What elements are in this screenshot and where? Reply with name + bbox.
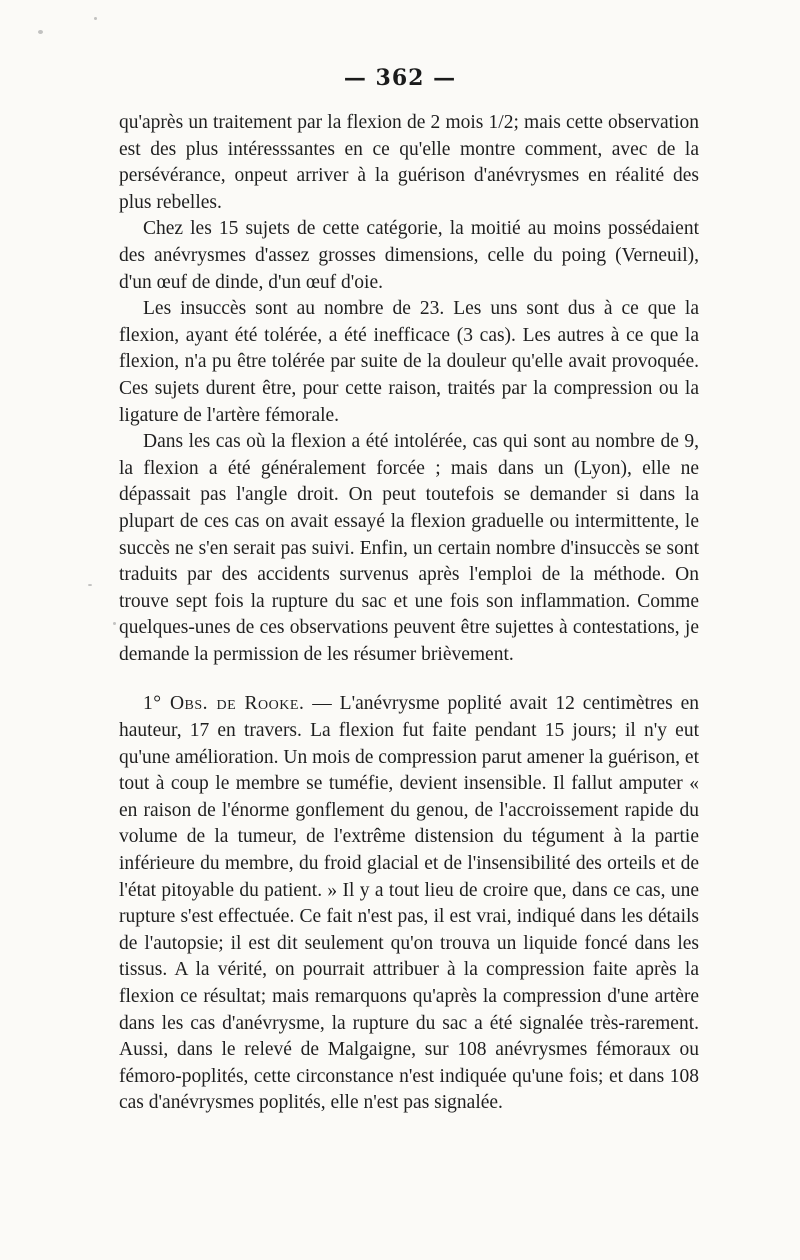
paper-speck [113, 622, 116, 625]
observation-label: 1° Obs. de Rooke. [143, 693, 305, 715]
paragraph-intolerance: Dans les cas où la flexion a été intolérée, cas qui sont au nombre de 9, la flexion a été généralement forcée ; mais dans un (Lyon), elle ne dépassait pas l'angle droit. On peut toutefois se demander si dans la plupart de ces cas on avait essayé la flexion graduelle ou intermittente, le succès ne s'en serait pas suivi. Enfin, un certain nombre d'insuccès se sont traduits par des accidents survenus après l'emploi de la méthode. On trouve sept fois la rupture du sac et une fois son inflammation. Comme quelques-unes de ces observations peuvent être sujettes à contestations, je demande la permission de les résumer brièvement. [119, 431, 699, 665]
paragraph-failures: Les insuccès sont au nombre de 23. Les uns sont dus à ce que la flexion, ayant été tolérée, a été inefficace (3 cas). Les autres à ce que la flexion, n'a pu être tolérée par suite de la douleur qu'elle avait provoquée. Ces sujets durent être, pour cette raison, traités par la compression ou la ligature de l'artère fémorale. [119, 298, 699, 426]
paragraph-continuation: qu'après un traitement par la flexion de 2 mois 1/2; mais cette observation est des plus intéresssantes en ce qu'elle montre comment, avec de la persévérance, onpeut arriver à la guérison d'anévrysmes en réalité des plus rebelles. [119, 112, 699, 213]
paper-speck [94, 17, 97, 20]
body-text [119, 110, 699, 1117]
paragraph-subjects: Chez les 15 sujets de cette catégorie, la moitié au moins possédaient des anévrysmes d'assez grosses dimensions, celle du poing (Verneuil), d'un œuf de dinde, d'un œuf d'oie. [119, 218, 699, 293]
paper-speck [38, 30, 43, 34]
observation-text: — L'anévrysme poplité avait 12 centimètres en hauteur, 17 en travers. La flexion fut faite pendant 15 jours; il n'y eut qu'une amélioration. Un mois de compression parut amener la guérison, et tout à coup le membre se tuméfie, devient insensible. Il fallut amputer « en raison de l'énorme gonflement du genou, de l'accroissement rapide du volume de la tumeur, de l'extrême distension du tégument à la partie inférieure du membre, du froid glacial et de l'insensibilité des orteils et de l'état pitoyable du patient. » Il y a tout lieu de croire que, dans ce cas, une rupture s'est effectuée. Ce fait n'est pas, il est vrai, indiqué dans les détails de l'autopsie; il est dit seulement qu'on trouva un liquide foncé dans les tissus. A la vérité, on pourrait attribuer à la compression faite après la flexion ce résultat; mais remarquons qu'après la compression d'une artère dans les cas d'anévrysme, la rupture du sac a été signalée très-rarement. Aussi, dans le relevé de Malgaigne, sur 108 anévrysmes fémoraux ou fémoro-poplités, cette circonstance n'est indiquée qu'une fois; et dans 108 cas d'anévrysmes poplités, elle n'est pas signalée. [119, 693, 699, 1114]
paper-speck [88, 584, 92, 586]
page-number: — 362 — [343, 65, 457, 91]
observation-rooke [119, 691, 699, 1117]
